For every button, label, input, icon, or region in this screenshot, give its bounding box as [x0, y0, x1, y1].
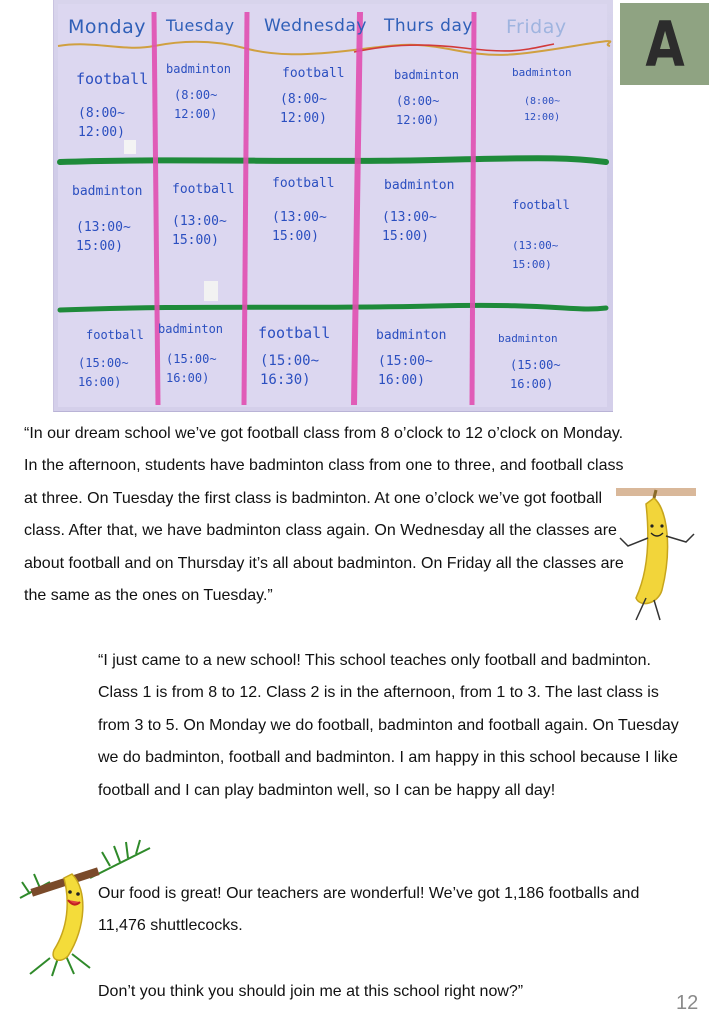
day-header-friday: Friday — [506, 16, 567, 38]
cell-time: (15:00~ 16:00) — [78, 356, 129, 389]
paragraph-4-text: Don’t you think you should join me at this school right now?” — [98, 983, 524, 1000]
cell-time: (15:00~ 16:00) — [378, 354, 433, 388]
cell-time: (15:00~ 16:00) — [166, 352, 217, 385]
paragraph-3 — [98, 878, 688, 943]
cell-sport: badminton — [512, 66, 572, 79]
cell-time: (8:00~ 12:00) — [524, 96, 561, 123]
paragraph-4 — [98, 976, 618, 1008]
cell-time: (8:00~ 12:00) — [78, 106, 125, 140]
tape-piece — [124, 140, 136, 154]
paragraph-2 — [98, 645, 688, 807]
banana-body-icon — [636, 498, 668, 604]
paragraph-1 — [24, 418, 624, 612]
cell-sport: badminton — [384, 178, 455, 193]
paragraph-3-text: Our food is great! Our teachers are wonderful! We’ve got 1,186 footballs and 11,476 shuttlecocks. — [98, 885, 640, 935]
day-header-thursday: Thurs day — [384, 16, 473, 36]
cell-time: (13:00~ 15:00) — [76, 220, 131, 254]
cell-time: (8:00~ 12:00) — [396, 94, 440, 127]
cell-time: (8:00~ 12:00) — [280, 92, 327, 126]
section-letter: A — [645, 7, 685, 81]
cell-sport: football — [272, 176, 335, 191]
cell-sport: football — [282, 66, 345, 81]
cell-sport: football — [86, 328, 144, 342]
column-line-2 — [244, 12, 247, 405]
cell-sport: badminton — [166, 62, 232, 76]
cell-sport: football — [258, 324, 331, 342]
cell-time: (15:00~ 16:30) — [260, 353, 320, 388]
page-number: 12 — [676, 992, 699, 1014]
cell-sport: badminton — [394, 68, 460, 82]
day-header-monday: Monday — [68, 16, 147, 38]
cell-time: (15:00~ 16:00) — [510, 358, 561, 391]
cell-time: (13:00~ 15:00) — [172, 214, 227, 248]
cell-time: (13:00~ 15:00) — [272, 210, 327, 244]
banana-stem — [654, 490, 656, 498]
cell-time: (13:00~ 15:00) — [512, 239, 559, 271]
cell-sport: badminton — [498, 332, 558, 345]
cell-sport: football — [76, 70, 149, 88]
cell-sport: badminton — [376, 328, 447, 343]
smiling-banana-drawing — [610, 480, 709, 630]
paragraph-2-text: “I just came to a new school! This school teaches only football and badminton. Class 1 is from 8 to 12. Class 2 is in the afternoon, from 1 to 3. The last class is from 3 to 5. On Monday we do football, badminton and football again. On Tuesday we do badminton, football and badminton. I am happy in this school because I like football and I can play badminton well, so I can be happy all day! — [98, 652, 679, 799]
cell-time: (8:00~ 12:00) — [174, 88, 218, 121]
cell-time: (13:00~ 15:00) — [382, 210, 437, 244]
column-line-3 — [354, 12, 360, 405]
row-divider-2 — [60, 305, 606, 310]
cell-sport: badminton — [158, 322, 224, 336]
tape-piece — [204, 281, 218, 301]
timetable-photo — [53, 0, 613, 412]
header-wavy-line — [58, 41, 610, 55]
column-line-4 — [472, 12, 474, 405]
day-header-tuesday: Tuesday — [166, 16, 235, 35]
row-divider-1 — [60, 158, 606, 162]
paragraph-1-text: “In our dream school we’ve got football class from 8 o’clock to 12 o’clock on Monday. In the afternoon, students have badminton class from one to three, and football class at three. On Tuesday the first class is badminton. At one o’clock we’ve got football class. After that, we have badminton class again. On Wednesday all the classes are about football and on Thursday it’s all about badminton. On Friday all the classes are the same as the ones on Tuesday.” — [24, 425, 624, 605]
cell-sport: badminton — [72, 184, 143, 199]
cell-sport: football — [172, 182, 235, 197]
column-line-1 — [154, 12, 158, 405]
cell-sport: football — [512, 198, 570, 212]
section-badge — [620, 3, 709, 85]
day-header-wednesday: Wednesday — [264, 16, 367, 36]
